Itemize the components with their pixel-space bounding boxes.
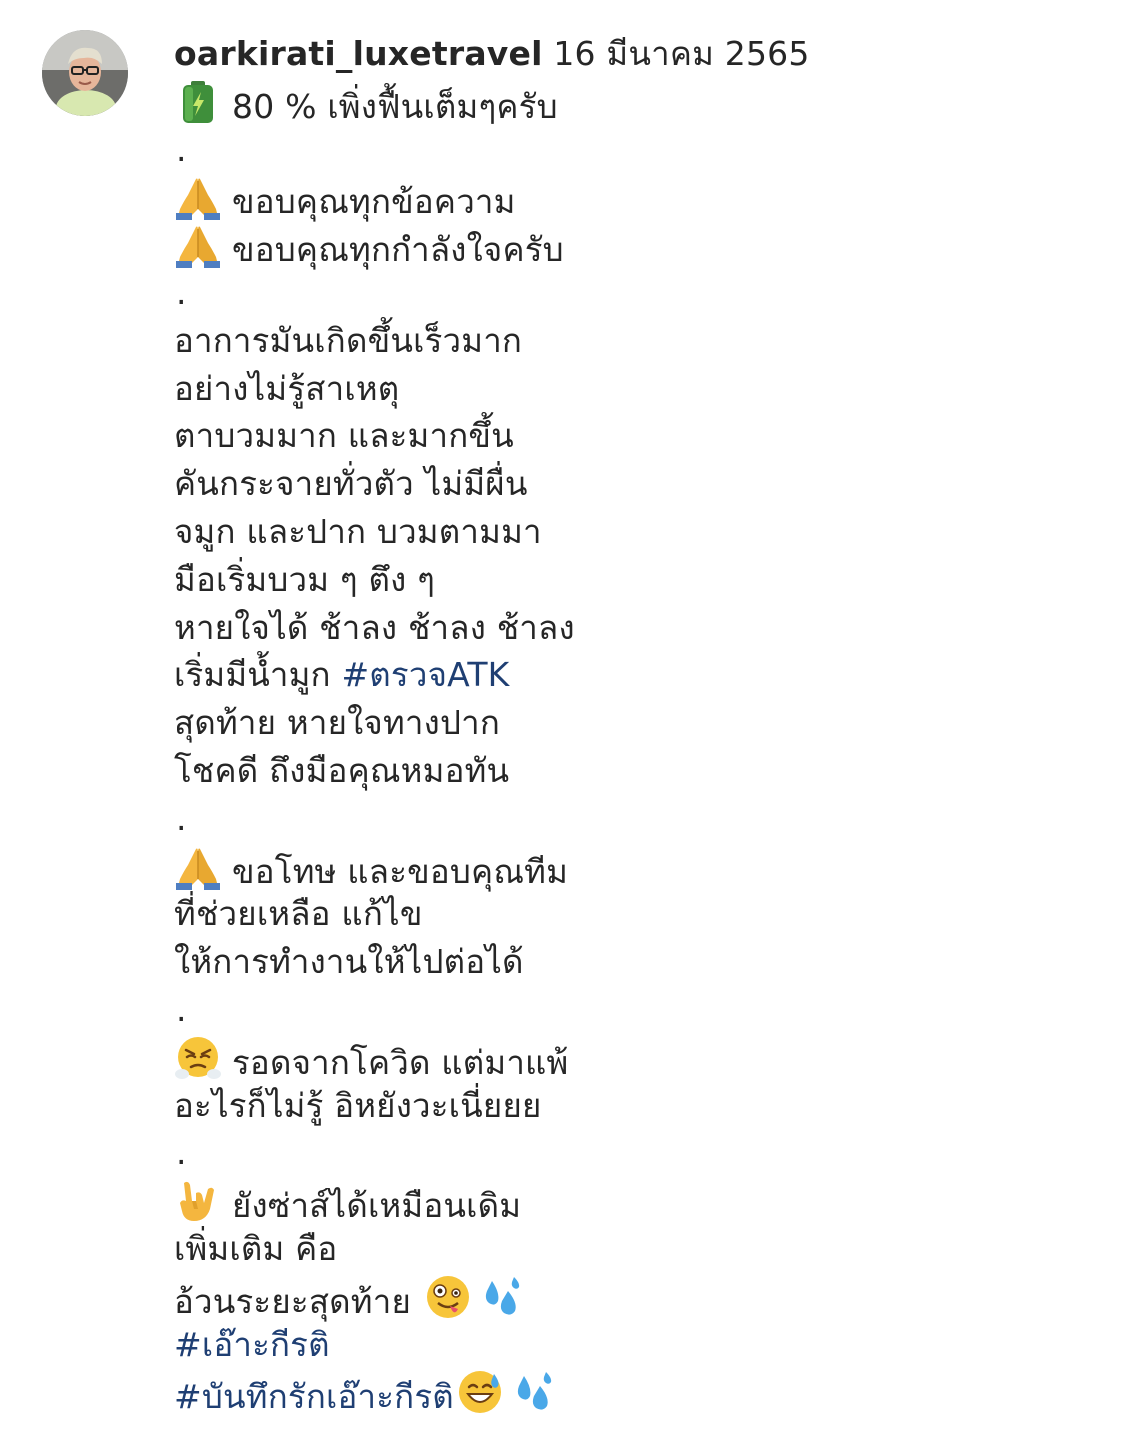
caption-line: เพิ่มเติม คือ <box>174 1228 338 1268</box>
love-you-gesture-icon <box>174 1177 222 1225</box>
folded-hands-icon <box>174 843 222 891</box>
caption-line: สุดท้าย หายใจทางปาก <box>174 703 501 743</box>
hashtag-link[interactable]: #เอ๊าะกีรติ <box>174 1324 330 1364</box>
caption-line: อะไรก็ไม่รู้ อิหยังวะเนี่ยยย <box>174 1085 542 1125</box>
caption-line-text: ขอโทษ และขอบคุณทีม <box>232 851 569 891</box>
caption-line-text: 80 % เพิ่งฟื้นเต็มๆครับ <box>232 86 558 126</box>
caption-line-text: ขอบคุณทุกข้อความ <box>232 182 516 222</box>
folded-hands-icon <box>174 173 222 221</box>
caption-divider-dot: . <box>176 272 187 312</box>
caption-header <box>174 30 1074 78</box>
caption-line <box>174 1321 1074 1369</box>
caption-text <box>174 30 1074 1416</box>
zany-face-icon <box>424 1273 472 1321</box>
caption-line <box>174 1368 1074 1416</box>
caption-line <box>174 78 1074 126</box>
caption-divider-dot: . <box>176 798 187 838</box>
hashtag-link[interactable]: #ตรวจATK <box>341 655 510 695</box>
caption-line: คันกระจายทั่วตัว ไม่มีผื่น <box>174 464 528 504</box>
caption-line <box>174 221 1074 269</box>
caption-line-text: เริ่มมีน้ำมูก <box>174 655 331 695</box>
post-date: 16 มีนาคม 2565 <box>553 34 810 73</box>
grinning-face-with-sweat-icon <box>456 1368 504 1416</box>
caption-line <box>174 1177 1074 1225</box>
username-link[interactable]: oarkirati_luxetravel <box>174 34 543 73</box>
caption-line: อย่างไม่รู้สาเหตุ <box>174 368 400 408</box>
caption-line <box>174 843 1074 891</box>
caption-line: ตาบวมมาก และมากขึ้น <box>174 416 514 456</box>
sweat-droplets-icon <box>510 1368 558 1416</box>
sweat-droplets-icon <box>478 1273 526 1321</box>
battery-icon <box>174 78 222 126</box>
caption-line: หายใจได้ ช้าลง ช้าลง ช้าลง <box>174 607 575 647</box>
caption-line <box>174 1034 1074 1082</box>
caption-line <box>174 173 1074 221</box>
caption-line-text: อ้วนระยะสุดท้าย <box>174 1281 412 1321</box>
avatar[interactable] <box>42 30 128 116</box>
caption-line: มือเริ่มบวม ๆ ตึง ๆ <box>174 559 436 599</box>
caption-line: อาการมันเกิดขึ้นเร็วมาก <box>174 320 523 360</box>
caption-line: จมูก และปาก บวมตามมา <box>174 511 542 551</box>
caption-divider-dot: . <box>176 129 187 169</box>
profile-photo-icon <box>42 30 128 116</box>
folded-hands-icon <box>174 221 222 269</box>
caption-line: ให้การทำงานให้ไปต่อได้ <box>174 942 524 982</box>
caption-line: โชคดี ถึงมือคุณหมอทัน <box>174 750 510 790</box>
caption-line-text: รอดจากโควิด แต่มาแพ้ <box>232 1042 569 1082</box>
caption-line-text: ขอบคุณทุกกำลังใจครับ <box>232 230 564 270</box>
caption-line <box>174 651 1074 699</box>
caption-line: ที่ช่วยเหลือ แก้ไข <box>174 894 423 934</box>
face-with-steam-icon <box>174 1034 222 1082</box>
caption-divider-dot: . <box>176 989 187 1029</box>
caption-divider-dot: . <box>176 1133 187 1173</box>
caption-line-text: ยังซ่าส์ได้เหมือนเดิม <box>232 1186 522 1226</box>
hashtag-link[interactable]: #บันทึกรักเอ๊าะกีรติ <box>174 1377 454 1417</box>
caption-line <box>174 1273 1074 1321</box>
